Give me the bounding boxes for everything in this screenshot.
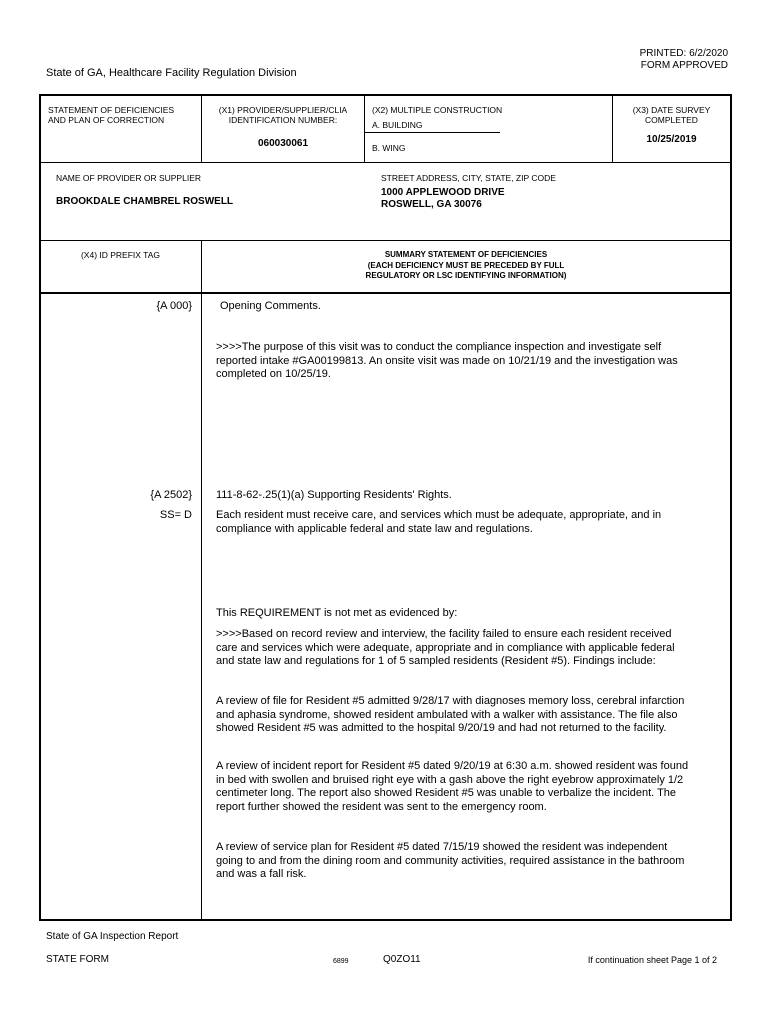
printed-date: PRINTED: 6/2/2020 (639, 48, 728, 59)
divider-box3-header (40, 292, 731, 294)
finding-3-line-2: in bed with swollen and bruised right eye with a gash above the right eyebrow approximately 1/2 (216, 773, 684, 786)
summary-label-line-1: SUMMARY STATEMENT OF DEFICIENCIES (384, 250, 548, 259)
form-approved: FORM APPROVED (640, 60, 728, 71)
finding-2-line-2: and aphasia syndrome, showed resident ambulated with a walker with assistance. The file also (216, 708, 678, 721)
divider-building (365, 132, 500, 133)
date-survey: 10/25/2019 (646, 134, 697, 145)
prefix-tag-a2502: {A 2502} (150, 489, 192, 501)
scope-severity: SS= D (159, 509, 192, 521)
provider-name: BROOKDALE CHAMBREL ROSWELL (56, 196, 234, 207)
continuation-note: If continuation sheet Page 1 of 2 (587, 955, 717, 965)
finding-3-line-3: centimeter long. The report also showed Resident #5 was unable to verbalize the incident. The (216, 787, 677, 799)
divider-prefix-column (201, 241, 202, 920)
address-label: STREET ADDRESS, CITY, STATE, ZIP CODE (381, 173, 556, 183)
frame-right (730, 94, 732, 920)
a000-text-line-1: >>>>The purpose of this visit was to conduct the compliance inspection and investigate self (216, 341, 662, 353)
provider-id-label-1: (X1) PROVIDER/SUPPLIER/CLIA (218, 105, 348, 115)
a2502-rule (216, 509, 716, 536)
a000-text-line-2: reported intake #GA00199813. An onsite visit was made on 10/21/19 and the investigation was (216, 354, 678, 367)
statement-label-2: AND PLAN OF CORRECTION (48, 115, 165, 125)
frame-bottom (39, 919, 732, 921)
summary-label-line-3: REGULATORY OR LSC IDENTIFYING INFORMATION) (365, 271, 567, 280)
agency-title: State of GA, Healthcare Facility Regulation Division (46, 67, 297, 79)
finding-2-line-3: showed Resident #5 was admitted to the hospital 9/20/19 and had not returned to the facility. (216, 722, 667, 734)
finding-1-line-2: care and services which were adequate, appropriate and in compliance with applicable federal (216, 641, 675, 654)
finding-4 (216, 841, 716, 882)
event-id: Q0ZO11 (383, 954, 421, 965)
finding-4-line-1: A review of service plan for Resident #5 dated 7/15/19 showed the resident was independent (216, 841, 668, 853)
finding-3 (216, 760, 716, 814)
a000-text (216, 341, 716, 382)
finding-2 (216, 695, 716, 736)
prefix-tag-label: (X4) ID PREFIX TAG (80, 250, 161, 260)
wing-label: B. WING (372, 143, 406, 153)
frame-left (39, 94, 41, 920)
summary-label-line-2: (EACH DEFICIENCY MUST BE PRECEDED BY FULL (367, 260, 565, 270)
finding-1-line-3: and state law and regulations for 1 of 5 sampled residents (Resident #5). Findings include: (216, 655, 656, 667)
a2502-rule-line-2: compliance with applicable federal and state law and regulations. (216, 522, 533, 535)
summary-statement-label (202, 250, 730, 282)
finding-3-line-1: A review of incident report for Resident #5 dated 9/20/19 at 6:30 a.m. showed resident was found (216, 760, 689, 772)
not-met-statement: This REQUIREMENT is not met as evidenced by: (216, 607, 458, 619)
date-survey-label-2: COMPLETED (645, 115, 698, 125)
state-form-label: STATE FORM (46, 954, 109, 965)
provider-id-label-2: IDENTIFICATION NUMBER: (228, 115, 338, 125)
finding-1-line-1: >>>>Based on record review and interview, the facility failed to ensure each resident received (216, 628, 672, 640)
a000-title: Opening Comments. (220, 300, 321, 312)
finding-4-line-2: going to and from the dining room and community activities, required assistance in the bathroom (216, 854, 685, 867)
statement-label-1: STATEMENT OF DEFICIENCIES (48, 105, 175, 115)
frame-top (39, 94, 732, 96)
divider-box2-bottom (40, 240, 731, 241)
provider-name-label: NAME OF PROVIDER OR SUPPLIER (56, 173, 201, 183)
finding-1 (216, 628, 716, 669)
finding-3-line-4: report further showed the resident was sent to the emergency room. (216, 800, 547, 813)
a000-text-line-3: completed on 10/25/19. (216, 368, 331, 380)
prefix-tag-a000: {A 000} (156, 300, 192, 312)
divider-x2 (364, 95, 365, 163)
divider-box1-bottom (40, 162, 731, 163)
finding-2-line-1: A review of file for Resident #5 admitted 9/28/17 with diagnoses memory loss, cerebral infarction (216, 695, 685, 707)
a2502-rule-line-1: Each resident must receive care, and services which must be adequate, appropriate, and in (216, 509, 662, 521)
provider-id: 060030061 (257, 138, 309, 149)
building-label: A. BUILDING (372, 120, 423, 130)
report-name: State of GA Inspection Report (46, 931, 179, 942)
address-line-1: 1000 APPLEWOOD DRIVE (381, 187, 505, 198)
finding-4-line-3: and was a fall risk. (216, 868, 307, 880)
date-survey-label-1: (X3) DATE SURVEY (632, 105, 711, 115)
address-line-2: ROSWELL, GA 30076 (381, 199, 482, 210)
multiple-construction-label: (X2) MULTIPLE CONSTRUCTION (372, 105, 503, 115)
a2502-title: 111-8-62-.25(1)(a) Supporting Residents' Rights. (216, 489, 452, 501)
form-number: 6899 (333, 958, 349, 965)
